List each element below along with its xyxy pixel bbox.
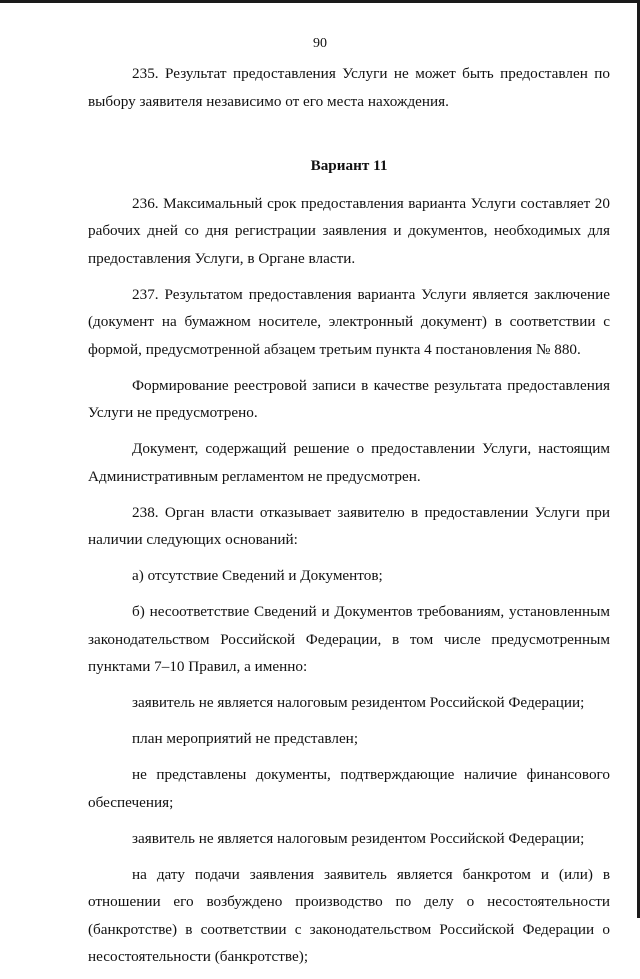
- list-item: не представлены документы, подтверждающие наличие финансового обеспечения;: [88, 766, 610, 811]
- scan-edge-top: [0, 0, 640, 3]
- paragraph-237: 237. Результатом предоставления варианта Услуги является заключение (документ на бумажном носителе, электронный документ) в соответствии с формой, предусмотренной абзацем третьим пункта 4 постановления № 880.: [88, 285, 610, 358]
- document-body: [88, 60, 610, 979]
- page-number: 90: [313, 36, 327, 51]
- paragraph-238-a: а) отсутствие Сведений и Документов;: [132, 567, 383, 584]
- list-item: заявитель не является налоговым резидентом Российской Федерации;: [132, 694, 585, 711]
- list-item: план мероприятий не представлен;: [132, 730, 359, 747]
- list-item: заявитель не является налоговым резидентом Российской Федерации;: [132, 829, 585, 847]
- paragraph-238-b: б) несоответствие Сведений и Документов требованиям, установленным законодательством Российской Федерации, в том числе предусмотренным пунктами 7–10 Правил, а именно:: [88, 603, 610, 675]
- section-heading: Вариант 11: [310, 157, 388, 174]
- paragraph-235: 235. Результат предоставления Услуги не может быть предоставлен по выбору заявителя независимо от его места нахождения.: [88, 65, 610, 110]
- paragraph-238: 238. Орган власти отказывает заявителю в предоставлении Услуги при наличии следующих оснований:: [88, 503, 610, 548]
- paragraph-236: 236. Максимальный срок предоставления варианта Услуги составляет 20 рабочих дней со дня регистрации заявления и документов, необходимых для предоставления Услуги, в Органе власти.: [88, 194, 610, 267]
- paragraph-237-registry: Формирование реестровой записи в качестве результата предоставления Услуги не предусмотрено.: [88, 376, 610, 421]
- paragraph-237-document: Документ, содержащий решение о предоставлении Услуги, настоящим Административным регламентом не предусмотрен.: [88, 440, 610, 485]
- list-item: на дату подачи заявления заявитель является банкротом и (или) в отношении его возбуждено производство по делу о несостоятельности (банкротстве) в соответствии с законодательством Российской Федерации о несостоятельности (банкротстве);: [88, 865, 610, 965]
